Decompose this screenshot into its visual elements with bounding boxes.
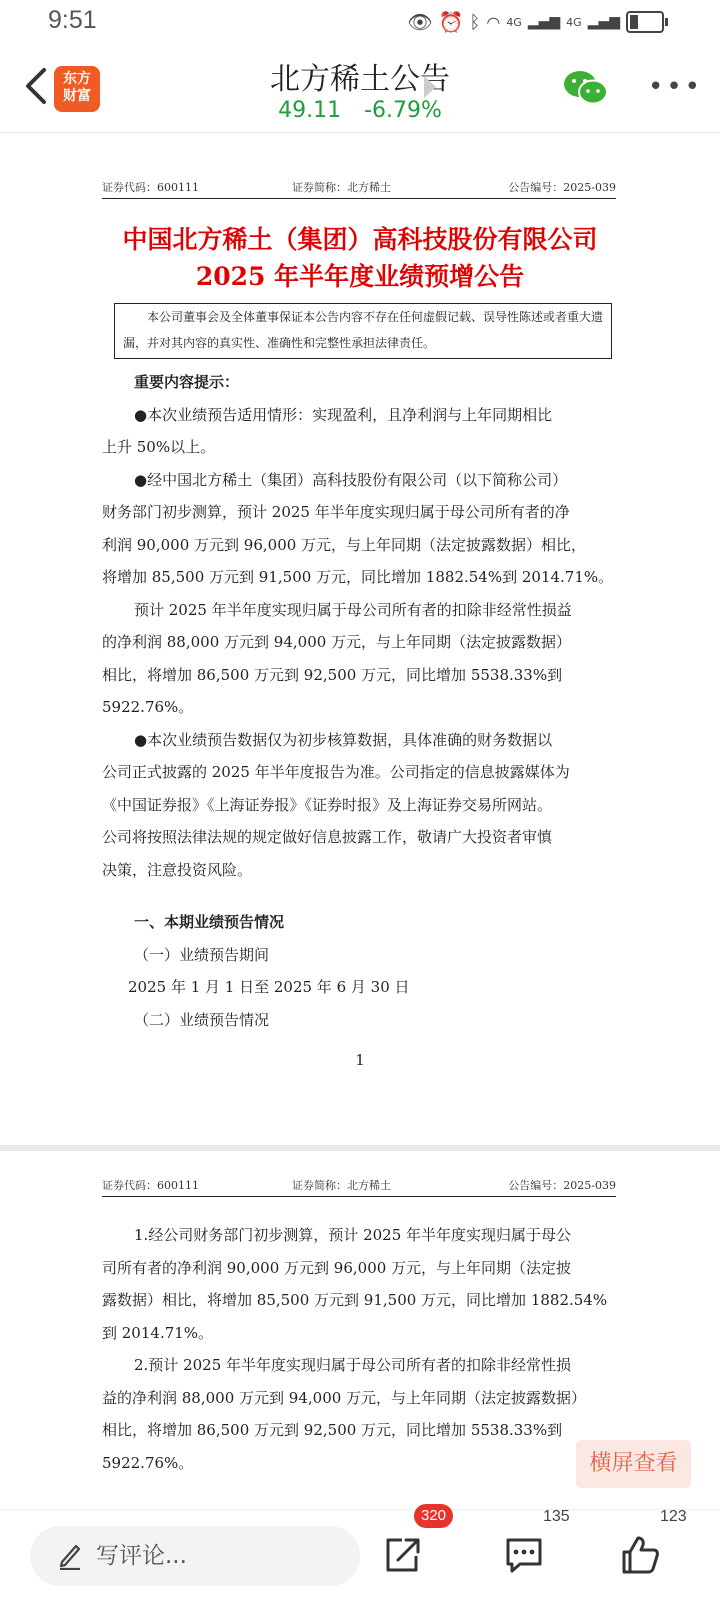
signal-icon-2: 4G — [566, 15, 582, 29]
doc-line: ●经中国北方稀土（集团）高科技股份有限公司（以下简称公司） — [134, 470, 568, 489]
subsection-heading: （二）业绩预告情况 — [134, 1010, 270, 1029]
doc-line: 相比，将增加 86,500 万元到 92,500 万元，同比增加 5538.33%到 — [102, 1421, 563, 1439]
page-number: 1 — [355, 1051, 365, 1069]
tips-heading: 重要内容提示： — [134, 373, 240, 391]
document-page-1 — [0, 133, 720, 1145]
doc-body — [102, 366, 616, 1036]
signal-bars-icon: ▂▄▆ — [587, 14, 620, 30]
stock-name-label: 证券简称：北方稀土 — [292, 1179, 391, 1192]
alarm-icon: ⏰ — [438, 10, 464, 34]
status-bar — [0, 0, 720, 44]
doc-line: 1.经公司财务部门初步测算，预计 2025 年半年度实现归属于母公 — [134, 1226, 572, 1244]
doc-line: 利润 90,000 万元到 96,000 万元，与上年同期（法定披露数据）相比， — [102, 535, 587, 554]
subsection-heading: （一）业绩预告期间 — [134, 945, 270, 964]
bottom-action-bar — [0, 1509, 720, 1601]
doc-line: 预计 2025 年半年度实现归属于母公司所有者的扣除非经常性损益 — [134, 600, 572, 619]
doc-line: 司所有者的净利润 90,000 万元到 96,000 万元，与上年同期（法定披 — [102, 1258, 572, 1277]
spacer — [102, 886, 616, 906]
doc-line: 露数据）相比，将增加 85,500 万元到 91,500 万元，同比增加 1882.54% — [102, 1291, 608, 1309]
doc-body — [102, 1219, 616, 1479]
doc-line: 公司将按照法律法规的规定做好信息披露工作，敬请广大投资者审慎 — [102, 828, 553, 846]
disclaimer-box: 本公司董事会及全体董事保证本公告内容不存在任何虚假记载、误导性陈述或者重大遗漏，并对其内容的真实性、准确性和完整性承担法律责任。 — [114, 303, 612, 359]
comment-icon[interactable] — [502, 1532, 546, 1576]
doc-line: ●本次业绩预告适用情形：实现盈利，且净利润与上年同期相比 — [134, 405, 553, 424]
eye-icon: 👁 — [407, 10, 433, 34]
doc-line: 5922.76%。 — [102, 698, 194, 716]
title-line-1: 中国北方稀土（集团）高科技股份有限公司 — [122, 225, 598, 254]
like-count: 123 — [660, 1508, 687, 1525]
landscape-view-button[interactable]: 横屏查看 — [576, 1440, 691, 1488]
signal-icon-1: 4G — [506, 15, 522, 29]
doc-line: 将增加 85,500 万元到 91,500 万元，同比增加 1882.54%到 2014.71%。 — [102, 568, 614, 586]
doc-line: 公司正式披露的 2025 年半年度报告为准。公司指定的信息披露媒体为 — [102, 763, 570, 781]
comment-placeholder: 写评论... — [96, 1543, 187, 1569]
thumbs-up-icon[interactable] — [618, 1532, 662, 1576]
forecast-period: 2025 年 1 月 1 日至 2025 年 6 月 30 日 — [128, 978, 410, 996]
doc-line: 的净利润 88,000 万元到 94,000 万元，与上年同期（法定披露数据） — [102, 633, 572, 651]
more-options-icon[interactable]: ••• — [648, 72, 704, 102]
stock-price: 49.11 — [278, 98, 342, 123]
page-title: 北方稀土公告 — [270, 62, 450, 97]
logo-text-1: 东方 — [63, 71, 91, 87]
battery-icon — [626, 11, 664, 33]
doc-line: 决策，注意投资风险。 — [102, 860, 253, 879]
comment-input[interactable] — [30, 1526, 360, 1586]
stock-change: -6.79% — [364, 98, 442, 123]
doc-line: 相比，将增加 86,500 万元到 92,500 万元，同比增加 5538.33%到 — [102, 665, 563, 684]
comment-count: 135 — [543, 1508, 570, 1525]
doc-line: 上升 50%以上。 — [102, 438, 216, 456]
document-title — [0, 221, 720, 295]
doc-line: 财务部门初步测算，预计 2025 年半年度实现归属于母公司所有者的净 — [102, 503, 570, 521]
logo-text-2: 财富 — [63, 88, 91, 104]
pencil-icon — [58, 1540, 82, 1570]
wifi-icon: ◠ — [486, 12, 501, 32]
doc-line: 到 2014.71%。 — [102, 1323, 214, 1342]
status-icons — [407, 10, 664, 34]
stock-quote[interactable] — [0, 98, 720, 123]
app-header — [0, 44, 720, 133]
doc-meta-header — [102, 1177, 616, 1197]
doc-line: ●本次业绩预告数据仅为初步核算数据，具体准确的财务数据以 — [134, 730, 553, 749]
share-icon[interactable] — [380, 1532, 424, 1576]
doc-line: 2.预计 2025 年半年度实现归属于母公司所有者的扣除非经常性损 — [134, 1356, 572, 1374]
announcement-number: 公告编号：2025-039 — [508, 1179, 616, 1192]
stock-name-label: 证券简称：北方稀土 — [292, 181, 391, 194]
clock: 9:51 — [48, 6, 97, 34]
doc-meta-header — [102, 179, 616, 199]
announcement-number: 公告编号：2025-039 — [508, 181, 616, 194]
chevron-right-icon[interactable] — [424, 76, 436, 98]
section-heading: 一、本期业绩预告情况 — [134, 913, 285, 931]
title-line-2: 2025 年半年度业绩预增公告 — [195, 262, 525, 291]
stock-code-label: 证券代码：600111 — [102, 181, 199, 194]
stock-code-label: 证券代码：600111 — [102, 1179, 199, 1192]
bluetooth-icon: ᛒ — [469, 11, 481, 33]
share-count-badge: 320 — [414, 1504, 453, 1528]
doc-line: 5922.76%。 — [102, 1453, 194, 1472]
doc-line: 益的净利润 88,000 万元到 94,000 万元，与上年同期（法定披露数据） — [102, 1388, 587, 1407]
doc-line: 《中国证券报》《上海证券报》《证券时报》及上海证券交易所网站。 — [102, 795, 553, 814]
wechat-share-icon[interactable] — [562, 68, 610, 108]
signal-bars-icon: ▂▄▆ — [527, 14, 561, 30]
